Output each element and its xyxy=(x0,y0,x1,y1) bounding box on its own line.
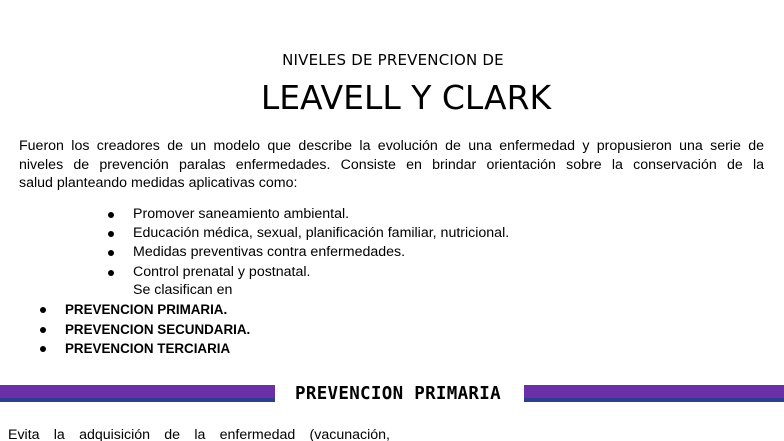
intro-line-1: Fueron los creadores de un modelo que describe la evolución de una enfermedad y propusieron una serie de xyxy=(19,138,764,154)
list-item xyxy=(108,263,509,282)
list-item xyxy=(108,224,509,243)
level-text: PREVENCION SECUNDARIA. xyxy=(65,321,251,337)
list-item xyxy=(108,243,509,262)
level-text: PREVENCION TERCIARIA xyxy=(65,341,231,356)
bullet-icon xyxy=(40,307,46,313)
levels-list xyxy=(40,300,250,359)
measure-text: Medidas preventivas contra enfermedades. xyxy=(133,244,406,261)
measure-text: Educación médica, sexual, planificación familiar, nutricional. xyxy=(133,225,510,242)
bullet-icon xyxy=(40,327,46,333)
level-text: PREVENCION PRIMARIA. xyxy=(65,302,228,317)
intro-line-2: niveles de prevención paralas enfermedades. Consiste en brindar orientación sobre la conservación de la xyxy=(19,156,764,173)
measure-text: Promover saneamiento ambiental. xyxy=(133,206,350,222)
intro-line-3: salud planteando medidas aplicativas como: xyxy=(19,175,298,191)
bullet-icon xyxy=(40,346,46,352)
intro-paragraph xyxy=(19,137,764,193)
bullet-icon xyxy=(108,212,114,218)
classification-note: Se clasifican en xyxy=(133,282,233,298)
measure-text: Control prenatal y postnatal. xyxy=(133,263,311,280)
list-item xyxy=(108,205,509,224)
list-item xyxy=(40,300,250,320)
bullet-icon xyxy=(108,231,114,237)
section-title: PREVENCION PRIMARIA xyxy=(295,384,501,404)
list-item xyxy=(40,320,250,340)
section-text: Evita la adquisición de la enfermedad (vacunación, xyxy=(8,427,390,441)
title-large: LEAVELL Y CLARK xyxy=(260,78,552,117)
title-small: NIVELES DE PREVENCION DE xyxy=(282,51,504,69)
measures-list xyxy=(108,205,509,282)
list-item xyxy=(40,339,250,359)
bullet-icon xyxy=(108,250,114,256)
bullet-icon xyxy=(108,270,114,276)
